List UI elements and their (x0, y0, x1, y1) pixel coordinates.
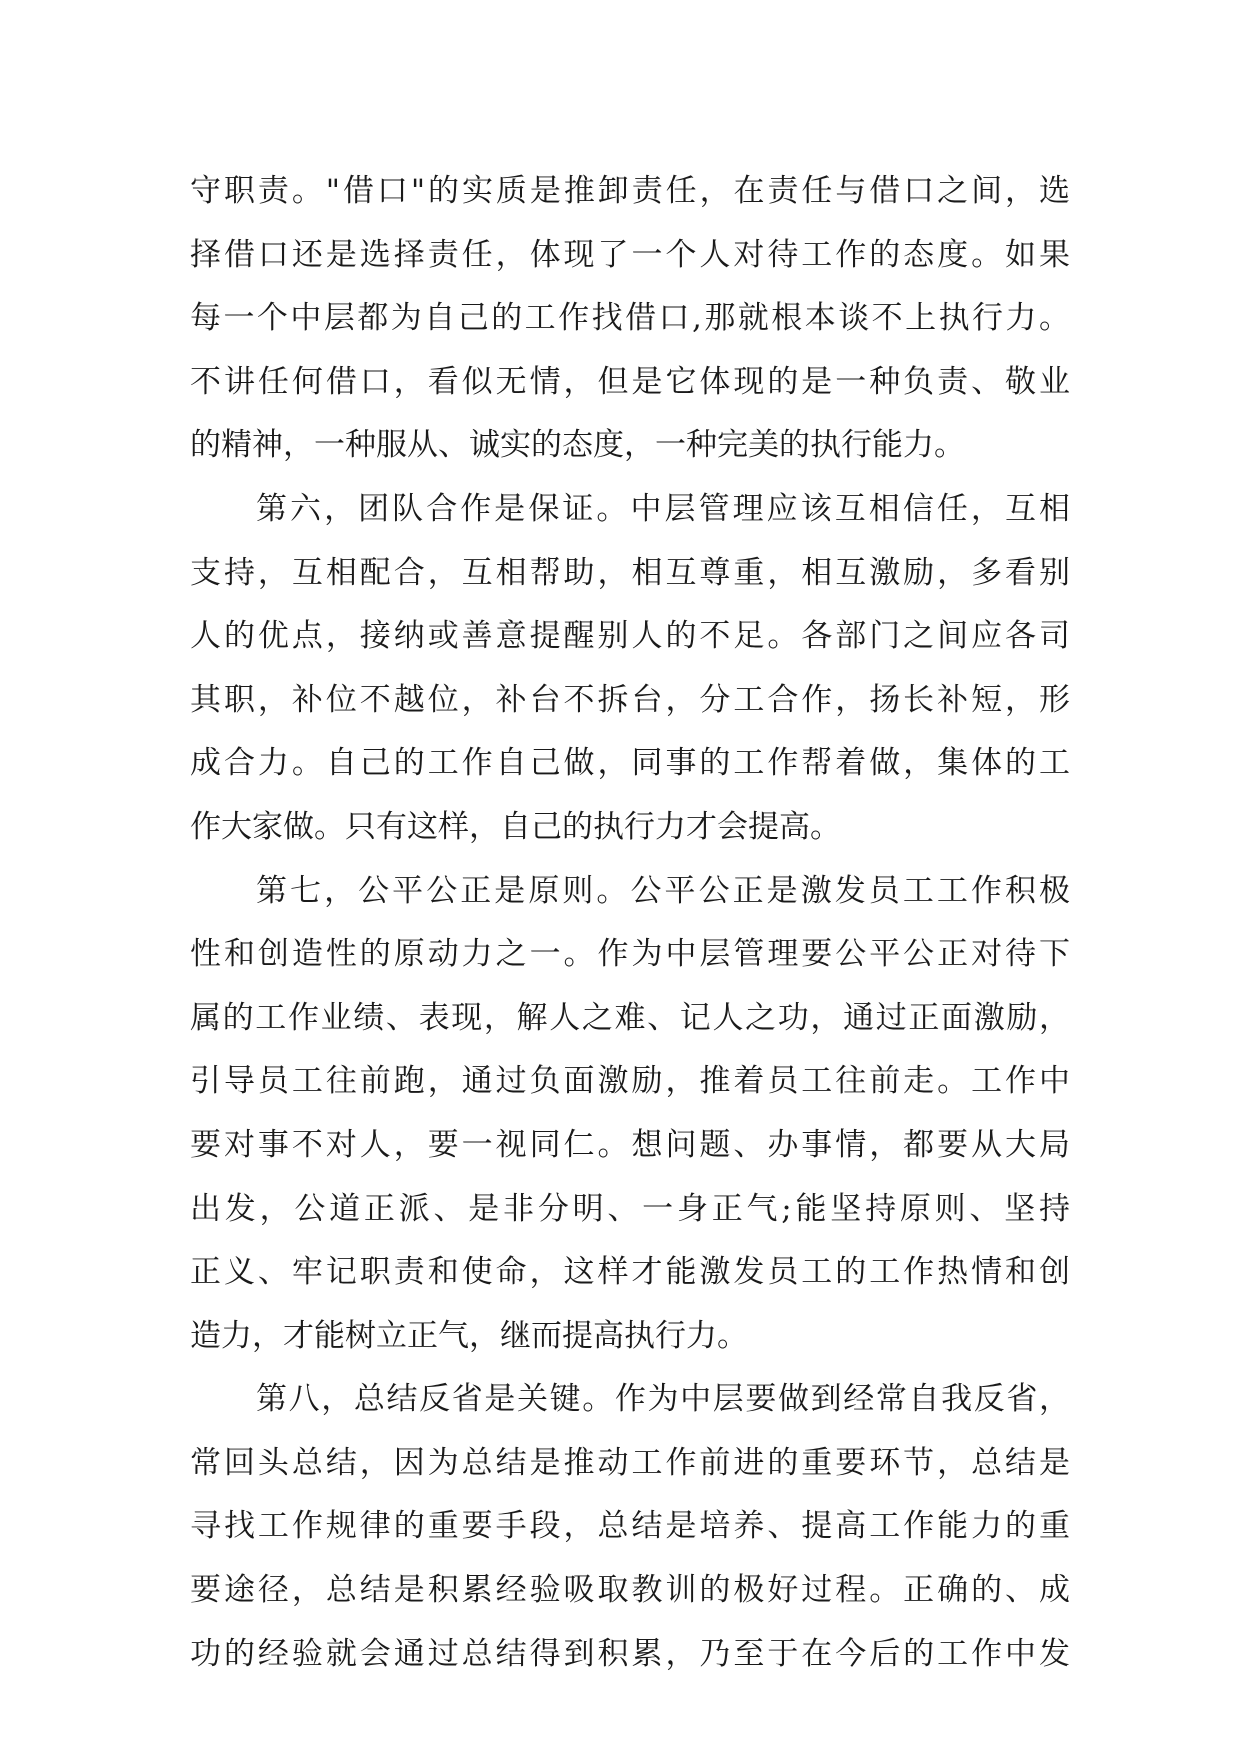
text-line: 择借口还是选择责任，体现了一个人对待工作的态度。如果 (190, 236, 1070, 273)
text-line: 支持，互相配合，互相帮助，相互尊重，相互激励，多看别 (190, 554, 1070, 591)
text-line: 人的优点，接纳或善意提醒别人的不足。各部门之间应各司 (190, 618, 1070, 655)
text-line: 不讲任何借口，看似无情，但是它体现的是一种负责、敬业 (190, 363, 1070, 400)
text-line: 属的工作业绩、表现，解人之难、记人之功，通过正面激励， (190, 999, 1070, 1036)
text-line: 要途径，总结是积累经验吸取教训的极好过程。正确的、成 (190, 1572, 1070, 1609)
text-line: 守职责。"借口"的实质是推卸责任，在责任与借口之间，选 (190, 173, 1070, 209)
text-line: 寻找工作规律的重要手段，总结是培养、提高工作能力的重 (190, 1508, 1070, 1545)
text-line: 要对事不对人，要一视同仁。想问题、办事情，都要从大局 (190, 1126, 1070, 1163)
paragraph-start-line: 第八，总结反省是关键。作为中层要做到经常自我反省， (256, 1381, 1070, 1418)
text-line: 性和创造性的原动力之一。作为中层管理要公平公正对待下 (190, 936, 1070, 973)
text-line: 引导员工往前跑，通过负面激励，推着员工往前走。工作中 (190, 1063, 1070, 1100)
text-line: 的精神，一种服从、诚实的态度，一种完美的执行能力。 (190, 427, 965, 464)
paragraph-start-line: 第六，团队合作是保证。中层管理应该互相信任，互相 (256, 490, 1070, 527)
text-line: 其职，补位不越位，补台不拆台，分工合作，扬长补短，形 (190, 681, 1070, 718)
text-line: 每一个中层都为自己的工作找借口,那就根本谈不上执行力。 (190, 300, 1070, 337)
paragraph-start-line: 第七，公平公正是原则。公平公正是激发员工工作积极 (256, 872, 1070, 909)
text-line: 作大家做。只有这样，自己的执行力才会提高。 (190, 808, 841, 845)
text-line: 成合力。自己的工作自己做，同事的工作帮着做，集体的工 (190, 745, 1070, 782)
text-line: 造力，才能树立正气，继而提高执行力。 (190, 1317, 748, 1354)
text-line: 常回头总结，因为总结是推动工作前进的重要环节，总结是 (190, 1444, 1070, 1481)
body-text (190, 160, 1070, 1686)
text-line: 出发，公道正派、是非分明、一身正气;能坚持原则、坚持 (190, 1190, 1070, 1227)
text-line: 正义、牢记职责和使命，这样才能激发员工的工作热情和创 (190, 1254, 1070, 1291)
text-line: 功的经验就会通过总结得到积累，乃至于在今后的工作中发 (190, 1635, 1070, 1672)
